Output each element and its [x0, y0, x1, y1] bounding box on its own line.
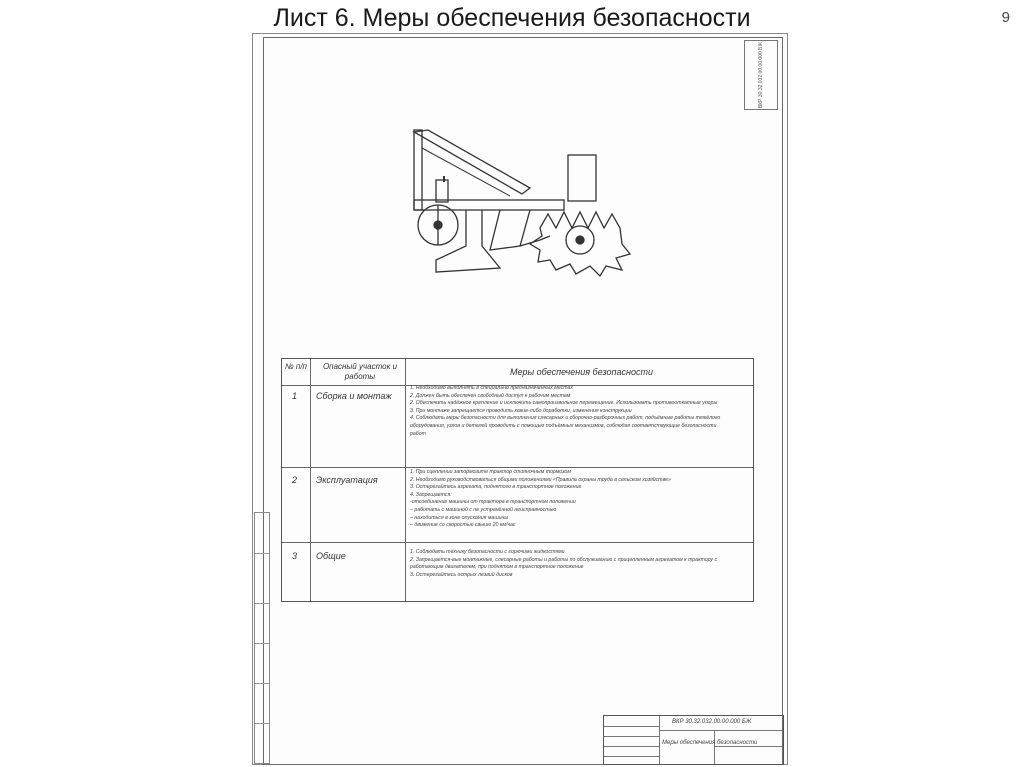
header-num: № п/п	[282, 359, 310, 386]
document-code-vertical: ВКР 30.32.032.00.00.000 БЖ	[758, 41, 764, 109]
top-brace	[414, 130, 530, 194]
safety-measures-table	[281, 358, 754, 602]
side-stamp	[254, 512, 270, 764]
wheel-holder	[436, 180, 448, 202]
row-2-measures: 1. При сцеплении затормозите трактор стояночным тормозом 2. Необходимо руководствоваться общими положениями «Правила охраны труда в сельском хозяйстве» 3. Остерегайтесь агрегата, поднятого в транспортное положение 4. Запрещается: -отсоединение машины от трактора в транспортном положении – работать с машиной с не устранённой неисправностью – находиться в зоне опускания машины – движение со скоростью свыше 20 км/час	[410, 469, 671, 529]
frame-post	[414, 130, 422, 210]
row-3-num: 3	[292, 551, 298, 561]
machine-drawing	[400, 118, 640, 288]
row-3-measures: 1. Соблюдать технику безопасности с горючими жидкостями 2. Запрещается-вые монтажные, слесарные работы и работы по обслуживанию с прицепленным агрегатом к трактору с работающим двигателем, при поднятом в транспортное положение 3. Остерегайтесь острых лезвий дисков	[410, 549, 718, 578]
page-number: 9	[1001, 9, 1010, 26]
row-1-num: 1	[292, 391, 298, 401]
row-1-area: Сборка и монтаж	[316, 391, 392, 401]
slide-title: Лист 6. Меры обеспечения безопасности	[273, 4, 751, 32]
toothed-rollers	[530, 212, 630, 276]
row-3-area: Общие	[316, 551, 346, 561]
document-code-stamp	[744, 40, 778, 110]
row-1-measures: 1. Необходимо выполнять в специально предназначенных местах 2. Должен быть обеспечен свободный доступ к рабочим местам 2. Обеспечить надёжное крепление и исключить самопроизвольное перемещение. Использовать противооткатные упоры 3. При монтаже запрещается проводить какие-либо доработки, изменения конструкции 4. Соблюдать меры безопасности для выполнения слесарных и сборочно-разборочных работ, подъёмные работы тяжёлого оборудования, узлов и деталей проводить с помощью подъёмных механизмов, соблюдая соответствующие безопасности работ	[410, 385, 721, 437]
header-area: Опасный участок и работы	[310, 359, 410, 386]
title-block-code: ВКР 30.32.032.00.00.000 БЖ	[672, 719, 752, 725]
header-measures: Меры обеспечения безопасности	[410, 359, 753, 386]
rear-leg	[490, 210, 530, 250]
title-block-name: Меры обеспечения безопасности	[662, 740, 758, 746]
plough-share	[436, 210, 500, 272]
row-2-num: 2	[292, 475, 298, 485]
top-box	[568, 155, 596, 201]
row-2-area: Эксплуатация	[316, 475, 378, 485]
title-block	[603, 715, 784, 765]
